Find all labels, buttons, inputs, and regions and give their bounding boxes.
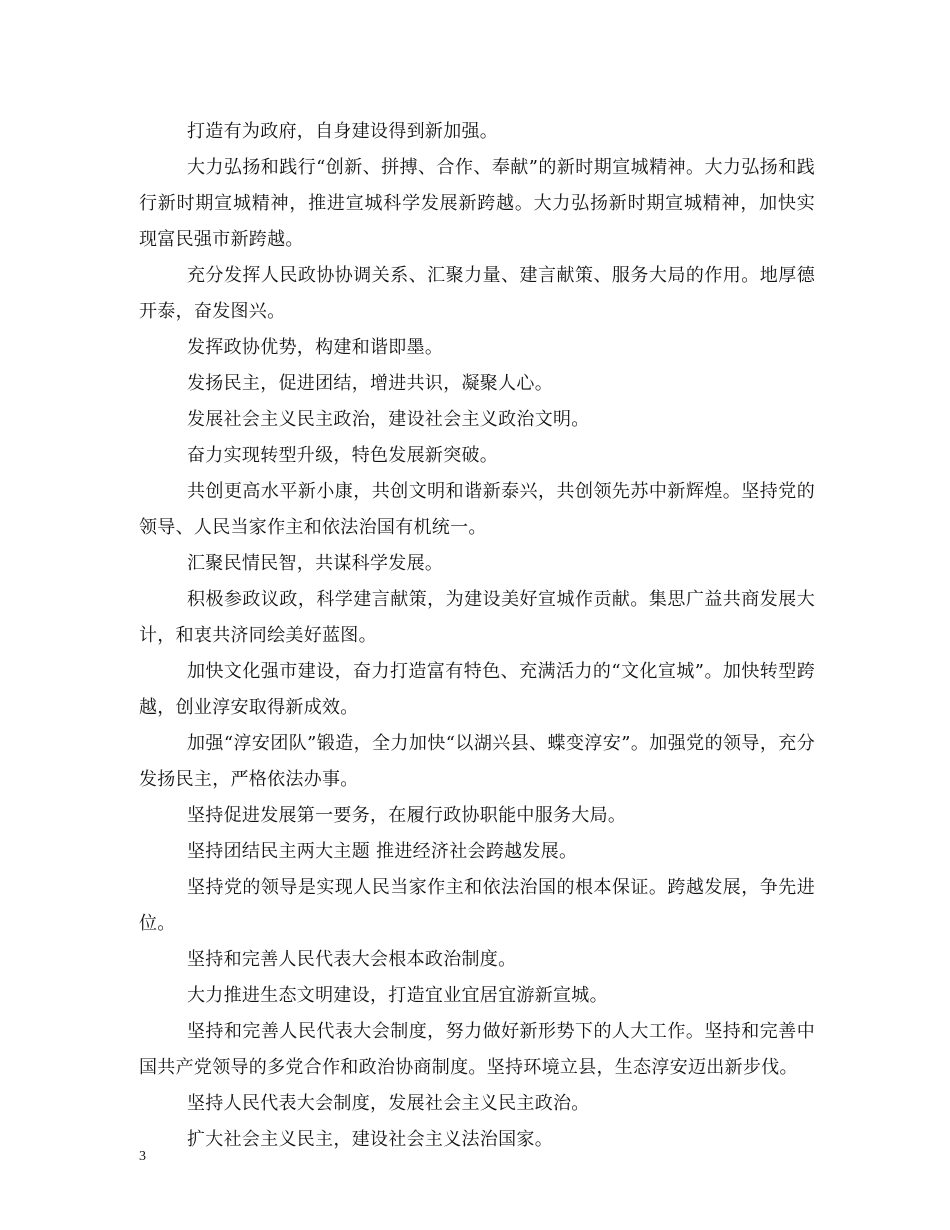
- paragraph: 大力推进生态文明建设，打造宜业宜居宜游新宣城。: [187, 985, 608, 1006]
- paragraph: 积极参政议政，科学建言献策，为建设美好宣城作贡献。集思广益共商发展大计，和衷共济同绘美好蓝图。: [139, 589, 815, 646]
- paragraph: 打造有为政府，自身建设得到新加强。: [187, 121, 499, 142]
- paragraph: 发扬民主，促进团结，增进共识，凝聚人心。: [187, 373, 553, 394]
- paragraph: 奋力实现转型升级，特色发展新突破。: [187, 445, 499, 466]
- paragraph: 坚持和完善人民代表大会制度，努力做好新形势下的人大工作。坚持和完善中国共产党领导的多党合作和政治协商制度。坚持环境立县，生态淳安迈出新步伐。: [139, 1021, 815, 1078]
- paragraph: 坚持团结民主两大主题 推进经济社会跨越发展。: [187, 841, 578, 862]
- paragraph: 坚持人民代表大会制度，发展社会主义民主政治。: [187, 1093, 590, 1114]
- paragraph: 加快文化强市建设，奋力打造富有特色、充满活力的“文化宣城”。加快转型跨越，创业淳安取得新成效。: [139, 661, 815, 718]
- paragraph: 充分发挥人民政协协调关系、汇聚力量、建言献策、服务大局的作用。地厚德开泰，奋发图兴。: [139, 265, 815, 322]
- paragraph: 坚持党的领导是实现人民当家作主和依法治国的根本保证。跨越发展，争先进位。: [139, 877, 815, 934]
- paragraph: 坚持促进发展第一要务，在履行政协职能中服务大局。: [187, 805, 627, 826]
- paragraph: 大力弘扬和践行“创新、拼搏、合作、奉献”的新时期宣城精神。大力弘扬和践行新时期宣城精神，推进宣城科学发展新跨越。大力弘扬新时期宣城精神，加快实现富民强市新跨越。: [139, 157, 815, 250]
- paragraph: 发展社会主义民主政治，建设社会主义政治文明。: [187, 409, 590, 430]
- page-number: 3: [139, 1149, 146, 1164]
- paragraph: 坚持和完善人民代表大会根本政治制度。: [187, 949, 517, 970]
- paragraph: 共创更高水平新小康，共创文明和谐新泰兴，共创领先苏中新辉煌。坚持党的领导、人民当家作主和依法治国有机统一。: [139, 481, 815, 538]
- paragraph: 发挥政协优势，构建和谐即墨。: [187, 337, 444, 358]
- paragraph: 加强“淳安团队”锻造，全力加快“以湖兴县、蝶变淳安”。加强党的领导，充分发扬民主，严格依法办事。: [139, 733, 815, 790]
- paragraph: 扩大社会主义民主，建设社会主义法治国家。: [187, 1129, 553, 1150]
- paragraph: 汇聚民情民智，共谋科学发展。: [187, 553, 444, 574]
- body-text: [139, 114, 815, 1158]
